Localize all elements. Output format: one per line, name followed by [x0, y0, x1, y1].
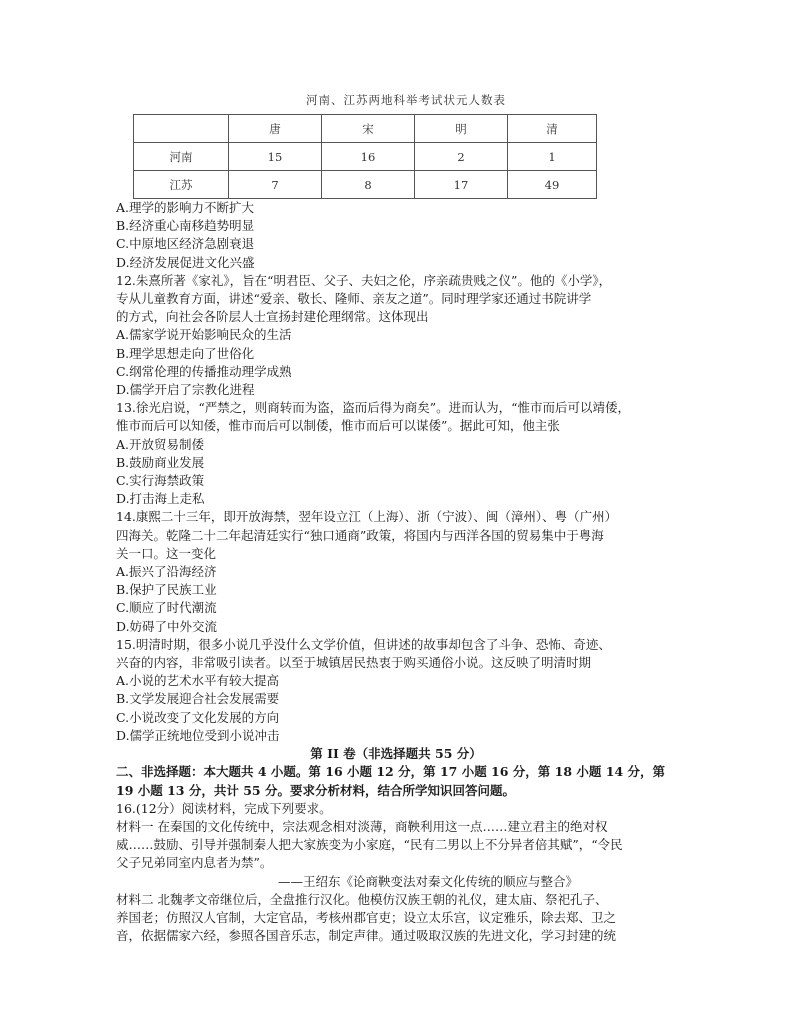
section-heading: 第 II 卷（非选择题共 55 分） [310, 746, 482, 762]
q13-option-b: B.鼓励商业发展 [116, 454, 205, 470]
material2-line: 音，依据儒家六经，参照各国音乐志，制定声律。通过吸取汉族的先进文化，学习封建的统 [116, 928, 617, 944]
table-header-row [134, 115, 597, 143]
q14-option-d: D.妨碍了中外交流 [116, 618, 218, 634]
q11-option-a: A.理学的影响力不断扩大 [116, 200, 255, 215]
table-row [134, 143, 597, 171]
q11-option-b: B.经济重心南移趋势明显 [116, 218, 255, 234]
q12-option-d: D.儒学开启了宗教化进程 [116, 382, 255, 398]
material2-line: 材料二 北魏孝文帝继位后，全盘推行汉化。他模仿汉族王朝的礼仪，建太庙、祭祀孔子、 [116, 891, 608, 907]
q12-option-a: A.儒家学说开始影响民众的生活 [116, 327, 292, 343]
q13-stem-line: 惟市而后可以知倭，惟市而后可以制倭，惟市而后可以谋倭”。据此可知，他主张 [116, 418, 560, 434]
table-header-cell: 明 [415, 115, 508, 143]
material1-line: 父子兄弟同室内息者为禁”。 [116, 855, 273, 871]
table-cell: 1 [508, 143, 597, 171]
q15-option-d: D.儒学正统地位受到小说冲击 [116, 727, 280, 743]
q15-option-a: A.小说的艺术水平有较大提高 [116, 673, 280, 689]
q13-option-d: D.打击海上走私 [116, 491, 205, 507]
material1-line: 威……鼓励、引导并强制秦人把大家族变为小家庭，“民有二男以上不分异者倍其赋”，“令民 [116, 837, 623, 853]
zhuangyuan-table [133, 114, 597, 199]
section-intro-line: 19 小题 13 分，共计 55 分。要求分析材料，结合所学知识回答问题。 [116, 782, 515, 798]
q15-option-b: B.文学发展迎合社会发展需要 [116, 691, 280, 707]
table-row [134, 171, 597, 199]
q13-option-a: A.开放贸易制倭 [116, 436, 205, 452]
table-cell: 17 [415, 171, 508, 199]
q12-stem-line: 专从儿童教育方面，讲述“爱亲、敬长、隆师、亲友之道”。同时理学家还通过书院讲学 [116, 291, 592, 307]
q12-stem-line: 的方式，向社会各阶层人士宣扬封建伦理纲常。这体现出 [116, 309, 429, 325]
table-header-cell: 唐 [229, 115, 322, 143]
q15-stem-line: 兴奋的内容，非常吸引读者。以至于城镇居民热衷于购买通俗小说。这反映了明清时期 [116, 655, 592, 671]
q11-option-c: C.中原地区经济急剧衰退 [116, 236, 255, 252]
exam-page [116, 92, 676, 945]
table-cell: 7 [229, 171, 322, 199]
q15-stem-line: 15.明清时期，很多小说几乎没什么文学价值，但讲述的故事却包含了斗争、恐怖、奇迹、 [116, 636, 611, 652]
q16-lead: 16.(12分）阅读材料，完成下列要求。 [116, 800, 332, 816]
q12-option-b: B.理学思想走向了世俗化 [116, 345, 255, 361]
table-title: 河南、江苏两地科举考试状元人数表 [306, 93, 506, 107]
material1-source: ——王绍东《论商鞅变法对秦文化传统的顺应与整合》 [278, 873, 579, 889]
table-header-cell [134, 115, 229, 143]
section-intro-line: 二、非选择题：本大题共 4 小题。第 16 小题 12 分，第 17 小题 16 分，第 18 小题 14 分，第 [116, 764, 665, 780]
table-cell: 2 [415, 143, 508, 171]
table-header-cell: 清 [508, 115, 597, 143]
q14-option-c: C.顺应了时代潮流 [116, 600, 217, 616]
q11-option-d: D.经济发展促进文化兴盛 [116, 254, 255, 270]
q14-option-a: A.振兴了沿海经济 [116, 564, 217, 580]
q13-option-c: C.实行海禁政策 [116, 473, 205, 489]
q12-stem-line: 12.朱熹所著《家礼》，旨在“明君臣、父子、夫妇之伦，序亲疏贵贱之仪”。他的《小学》， [116, 272, 612, 288]
q12-option-c: C.纲常伦理的传播推动理学成熟 [116, 363, 292, 379]
table-cell: 15 [229, 143, 322, 171]
table-header-cell: 宋 [322, 115, 415, 143]
q13-stem-line: 13.徐光启说，“严禁之，则商转而为盗，盗而后得为商矣”。进而认为，“惟市而后可以靖倭， [116, 400, 631, 416]
q14-option-b: B.保护了民族工业 [116, 582, 217, 598]
table-cell: 16 [322, 143, 415, 171]
material2-line: 养国老；仿照汉人官制，大定官品，考核州郡官吏；设立太乐宫，议定雅乐，除去郑、卫之 [116, 909, 617, 925]
q15-option-c: C.小说改变了文化发展的方向 [116, 709, 280, 725]
material1-line: 材料一 在秦国的文化传统中，宗法观念相对淡薄，商鞅利用这一点……建立君主的绝对权 [116, 818, 608, 834]
table-cell: 8 [322, 171, 415, 199]
q14-stem-line: 14.康熙二十三年，即开放海禁，翌年设立江（上海）、浙（宁波）、闽（漳州）、粤（广州） [116, 509, 618, 525]
table-row-label: 江苏 [134, 171, 229, 199]
q14-stem-line: 四海关。乾隆二十二年起清廷实行“独口通商”政策，将国内与西洋各国的贸易集中于粤海 [116, 527, 604, 543]
q14-stem-line: 关一口。这一变化 [116, 545, 217, 561]
table-row-label: 河南 [134, 143, 229, 171]
table-cell: 49 [508, 171, 597, 199]
